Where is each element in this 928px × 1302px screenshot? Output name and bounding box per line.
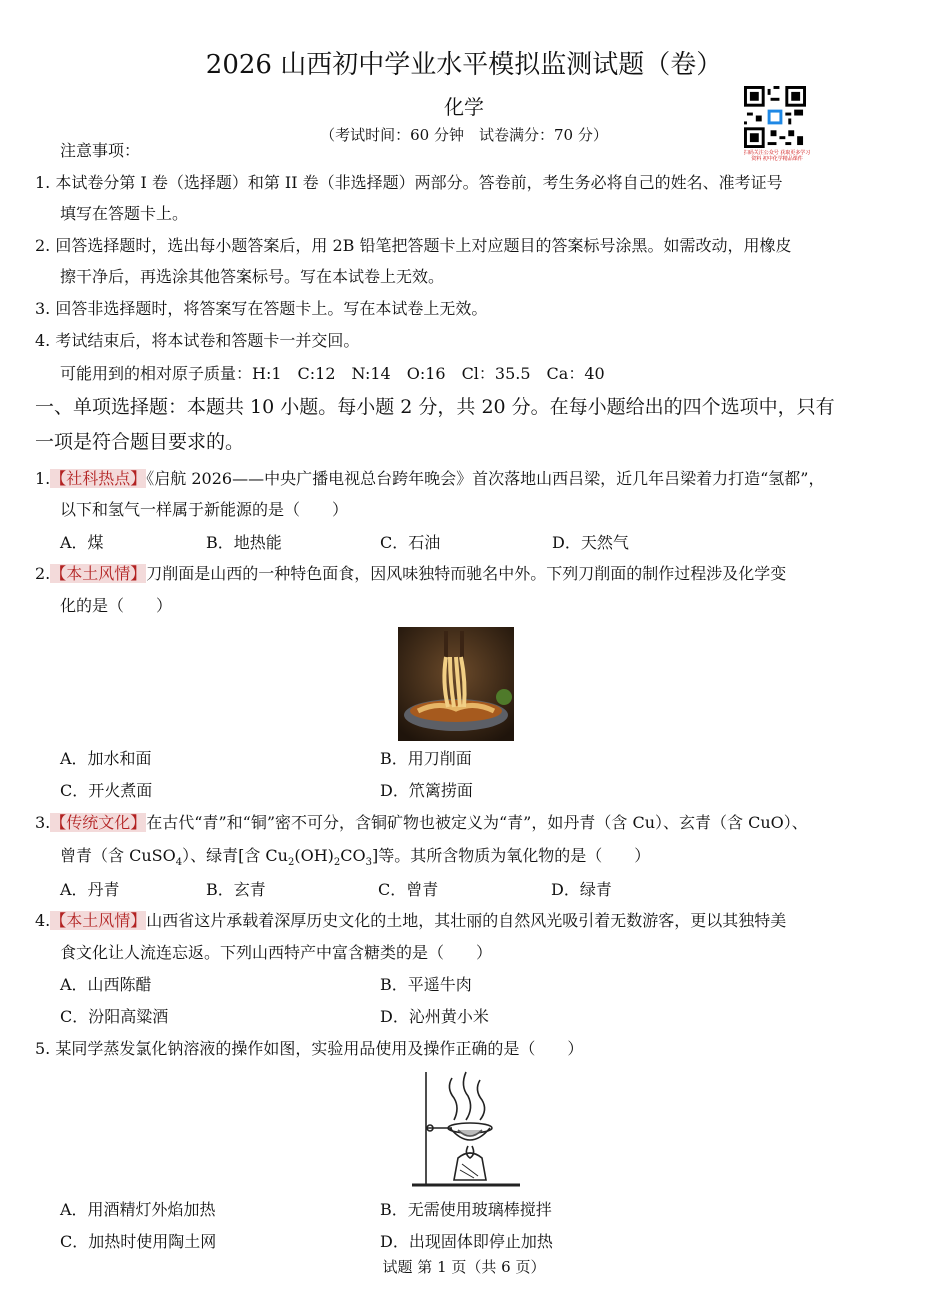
- q2-option-d[interactable]: D．笊篱捞面: [380, 781, 473, 800]
- question-number: 2.: [35, 564, 51, 583]
- section-heading-line1: 一、单项选择题：本题共 10 小题。每小题 2 分，共 20 分。在每小题给出的四个选项中，只有: [35, 396, 835, 418]
- question-3: [35, 812, 808, 834]
- q1-option-b[interactable]: B．地热能: [206, 533, 282, 552]
- notice-item-1: 1. 本试卷分第 I 卷（选择题）和第 II 卷（非选择题）两部分。答卷前，考生务必将自己的姓名、准考证号: [35, 173, 783, 192]
- q1-option-d[interactable]: D．天然气: [552, 533, 629, 552]
- question-4-cont: 食文化让人流连忘返。下列山西特产中富含糖类的是（ ）: [60, 943, 493, 962]
- notice-item-2-cont: 擦干净后，再选涂其他答案标号。写在本试卷上无效。: [60, 267, 445, 286]
- q2-option-a[interactable]: A．加水和面: [60, 749, 152, 768]
- exam-time-info: （考试时间：60 分钟 试卷满分：70 分）: [320, 126, 608, 144]
- q2-option-b[interactable]: B．用刀削面: [380, 749, 472, 768]
- exam-title: 2026 山西初中学业水平模拟监测试题（卷）: [205, 50, 723, 80]
- question-text: 在古代“青”和“铜”密不可分，含铜矿物也被定义为“青”，如丹青（含 Cu）、玄青（含 CuO）、: [146, 813, 808, 832]
- question-2: [35, 563, 786, 585]
- question-number: 1.: [35, 469, 51, 488]
- notice-item-1-cont: 填写在答题卡上。: [60, 204, 189, 223]
- evaporation-apparatus-image: [408, 1068, 526, 1192]
- qr-code-icon[interactable]: [744, 86, 806, 148]
- qr-code-note: 扫码关注公众号 获取更多学习资料 初中化学精品课件: [743, 150, 811, 162]
- question-text: 《启航 2026——中央广播电视总台跨年晚会》首次落地山西吕梁，近几年吕梁着力打造“氢都”，: [146, 469, 825, 488]
- q3-option-a[interactable]: A．丹青: [60, 880, 120, 899]
- notice-item-4: 4. 考试结束后，将本试卷和答题卡一并交回。: [35, 331, 360, 350]
- q3-option-d[interactable]: D．绿青: [551, 880, 612, 899]
- q4-option-a[interactable]: A．山西陈醋: [60, 975, 152, 994]
- question-number: 3.: [35, 813, 51, 832]
- q3-option-b[interactable]: B．玄青: [206, 880, 266, 899]
- q5-option-b[interactable]: B．无需使用玻璃棒搅拌: [380, 1200, 552, 1219]
- question-2-cont: 化的是（ ）: [60, 596, 173, 615]
- question-4: [35, 910, 786, 932]
- question-number: 4.: [35, 911, 51, 930]
- section-heading-line2: 一项是符合题目要求的。: [35, 431, 245, 453]
- q4-option-c[interactable]: C．汾阳高粱酒: [60, 1007, 169, 1026]
- question-tag: 【本土风情】: [50, 911, 147, 930]
- q1-option-c[interactable]: C．石油: [380, 533, 441, 552]
- knife-cut-noodle-image: [398, 627, 514, 741]
- q5-option-a[interactable]: A．用酒精灯外焰加热: [60, 1200, 216, 1219]
- q4-option-b[interactable]: B．平遥牛肉: [380, 975, 472, 994]
- question-text: 山西省这片承载着深厚历史文化的土地，其壮丽的自然风光吸引着无数游客，更以其独特美: [146, 911, 787, 930]
- question-1-cont: 以下和氢气一样属于新能源的是（ ）: [60, 500, 349, 519]
- notice-item-2: 2. 回答选择题时，选出每小题答案后，用 2B 铅笔把答题卡上对应题目的答案标号涂黑。如需改动，用橡皮: [35, 236, 792, 255]
- q4-option-d[interactable]: D．沁州黄小米: [380, 1007, 489, 1026]
- page-footer: 试题 第 1 页（共 6 页）: [382, 1258, 546, 1276]
- question-tag: 【传统文化】: [50, 813, 147, 832]
- atomic-masses: 可能用到的相对原子质量：H:1 C:12 N:14 O:16 Cl：35.5 Ca：40: [60, 364, 605, 383]
- notice-heading: 注意事项：: [60, 141, 141, 160]
- question-1: [35, 468, 824, 490]
- question-5: 5. 某同学蒸发氯化钠溶液的操作如图，实验用品使用及操作正确的是（ ）: [35, 1039, 584, 1058]
- q1-option-a[interactable]: A．煤: [60, 533, 104, 552]
- question-3-cont: 曾青（含 CuSO$_4$）、绿青[含 $Cu_2(OH)_2CO_3$]等。其所含物质为氧化物的是（ ）: [60, 846, 651, 869]
- question-tag: 【社科热点】: [50, 469, 147, 488]
- subject-title: 化学: [444, 95, 484, 119]
- q3-option-c[interactable]: C．曾青: [378, 880, 439, 899]
- question-text: 刀削面是山西的一种特色面食，因风味独特而驰名中外。下列刀削面的制作过程涉及化学变: [146, 564, 787, 583]
- q5-option-d[interactable]: D．出现固体即停止加热: [380, 1232, 553, 1251]
- notice-item-3: 3. 回答非选择题时，将答案写在答题卡上。写在本试卷上无效。: [35, 299, 488, 318]
- question-tag: 【本土风情】: [50, 564, 147, 583]
- q2-option-c[interactable]: C．开火煮面: [60, 781, 153, 800]
- q5-option-c[interactable]: C．加热时使用陶土网: [60, 1232, 217, 1251]
